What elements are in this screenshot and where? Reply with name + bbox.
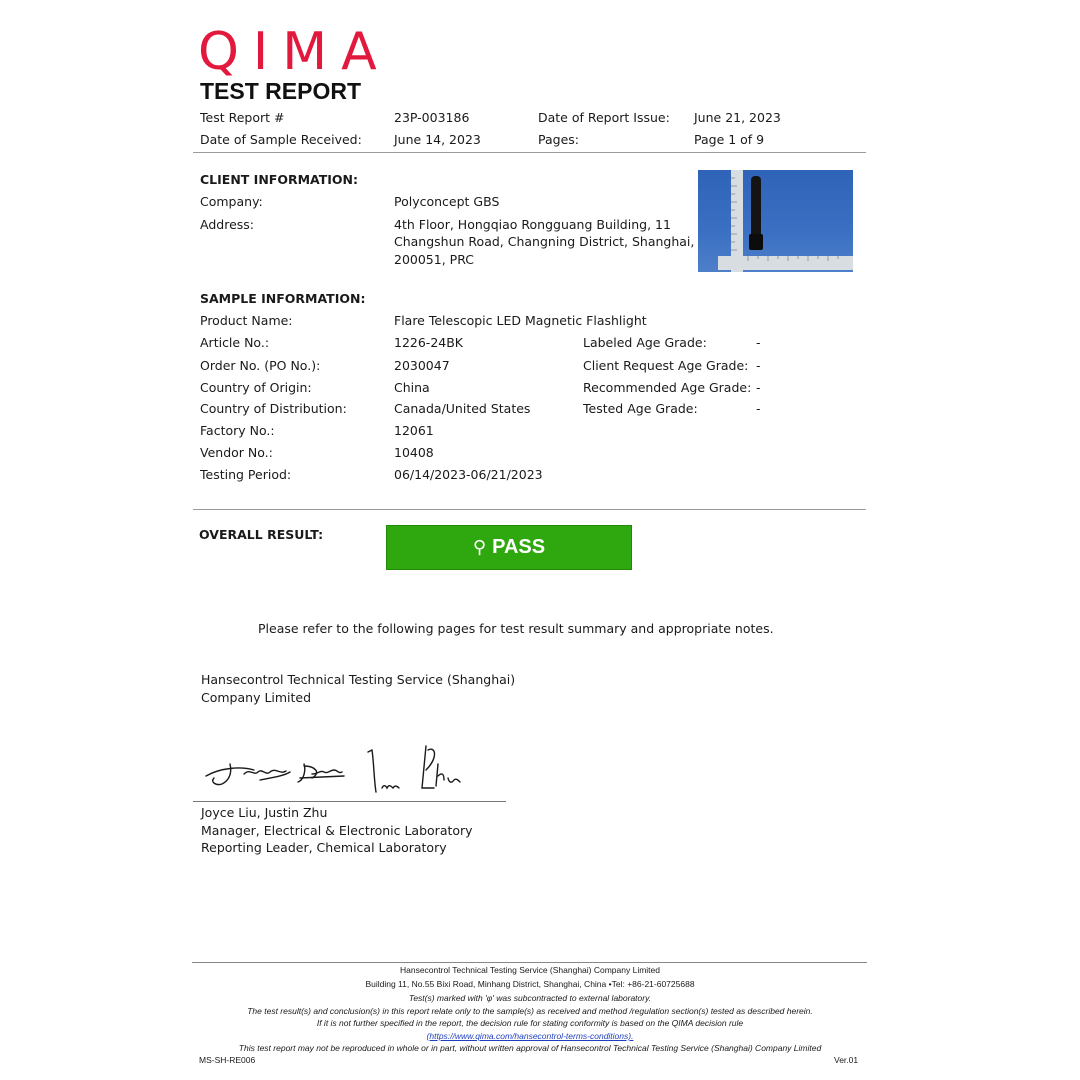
key-icon: ⚲ [472,537,487,557]
sample-photo [698,170,853,272]
vendor-no-value: 10408 [394,445,434,460]
origin-label: Country of Origin: [200,380,312,395]
footer-company: Hansecontrol Technical Testing Service (Shanghai) Company Limited [399,965,661,975]
issue-date-label: Date of Report Issue: [538,110,670,125]
pass-badge [386,525,632,570]
address-line-1: 4th Floor, Hongqiao Rongguang Building, 11 [394,217,671,232]
sample-divider [193,509,866,510]
client-age-label: Client Request Age Grade: [583,358,749,373]
address-line-3: 200051, PRC [394,252,474,267]
product-name-label: Product Name: [200,313,293,328]
terms-link[interactable]: (https://www.qima.com/hansecontrol-terms-conditions). [426,1031,634,1041]
signatory-names: Joyce Liu, Justin Zhu [201,805,328,820]
labeled-age-label: Labeled Age Grade: [583,335,707,350]
labeled-age-value: - [756,335,761,350]
footer-decision-rule: If it is not further specified in the report, the decision rule for stating conformity is based on the QIMA decision rule [316,1018,744,1028]
product-name-value: Flare Telescopic LED Magnetic Flashlight [394,313,647,328]
report-no: 23P-003186 [394,110,470,125]
distribution-label: Country of Distribution: [200,401,347,416]
client-heading: CLIENT INFORMATION: [200,172,358,187]
issuer-line-1: Hansecontrol Technical Testing Service (Shanghai) [201,672,516,687]
distribution-value: Canada/United States [394,401,531,416]
recommended-age-value: - [756,380,761,395]
testing-period-label: Testing Period: [200,467,292,482]
footer-address: Building 11, No.55 Bixi Road, Minhang District, Shanghai, China •Tel: +86-21-60725688 [365,979,695,989]
factory-no-label: Factory No.: [200,423,275,438]
signatory-title-1: Manager, Electrical & Electronic Laboratory [201,823,473,838]
flashlight-photo-icon [698,170,853,272]
qima-logo: QIMA [198,22,391,82]
article-no-label: Article No.: [200,335,270,350]
doc-version: Ver.01 [834,1055,859,1065]
signature-line [193,801,506,802]
header-divider [193,152,866,153]
factory-no-value: 12061 [394,423,434,438]
client-age-value: - [756,358,761,373]
footer-subcontract-note: Test(s) marked with 'φ' was subcontracted to external laboratory. [408,993,652,1003]
address-label: Address: [200,217,254,232]
sample-heading: SAMPLE INFORMATION: [200,291,366,306]
signatures-image [200,740,470,800]
origin-value: China [394,380,430,395]
refer-note: Please refer to the following pages for test result summary and appropriate notes. [258,621,774,636]
pages-label: Pages: [538,132,579,147]
received-date: June 14, 2023 [394,132,481,147]
order-no-label: Order No. (PO No.): [200,358,321,373]
signatory-title-2: Reporting Leader, Chemical Laboratory [201,840,447,855]
received-label: Date of Sample Received: [200,132,362,147]
address-line-2: Changshun Road, Changning District, Shanghai, [394,234,695,249]
overall-result-label: OVERALL RESULT: [199,527,324,542]
vendor-no-label: Vendor No.: [200,445,273,460]
tested-age-value: - [756,401,761,416]
article-no-value: 1226-24BK [394,335,464,350]
testing-period-value: 06/14/2023-06/21/2023 [394,467,543,482]
issuer-line-2: Company Limited [201,690,312,705]
footer-results-note: The test result(s) and conclusion(s) in this report relate only to the sample(s) as received and method /regulation section(s) tested as described herein. [247,1006,813,1016]
footer-reproduction-note: This test report may not be reproduced in whole or in part, without written approval of Hansecontrol Technical Testing Service (Shanghai) Company Limited [238,1043,822,1053]
tested-age-label: Tested Age Grade: [583,401,698,416]
company-label: Company: [200,194,263,209]
issue-date: June 21, 2023 [694,110,781,125]
recommended-age-label: Recommended Age Grade: [583,380,752,395]
report-title: TEST REPORT [200,78,362,104]
pass-text: PASS [492,536,546,558]
footer-divider [192,962,867,963]
doc-code: MS-SH-RE006 [199,1055,256,1065]
company-value: Polyconcept GBS [394,194,500,209]
report-no-label: Test Report # [200,110,285,125]
order-no-value: 2030047 [394,358,450,373]
pages-value: Page 1 of 9 [694,132,765,147]
